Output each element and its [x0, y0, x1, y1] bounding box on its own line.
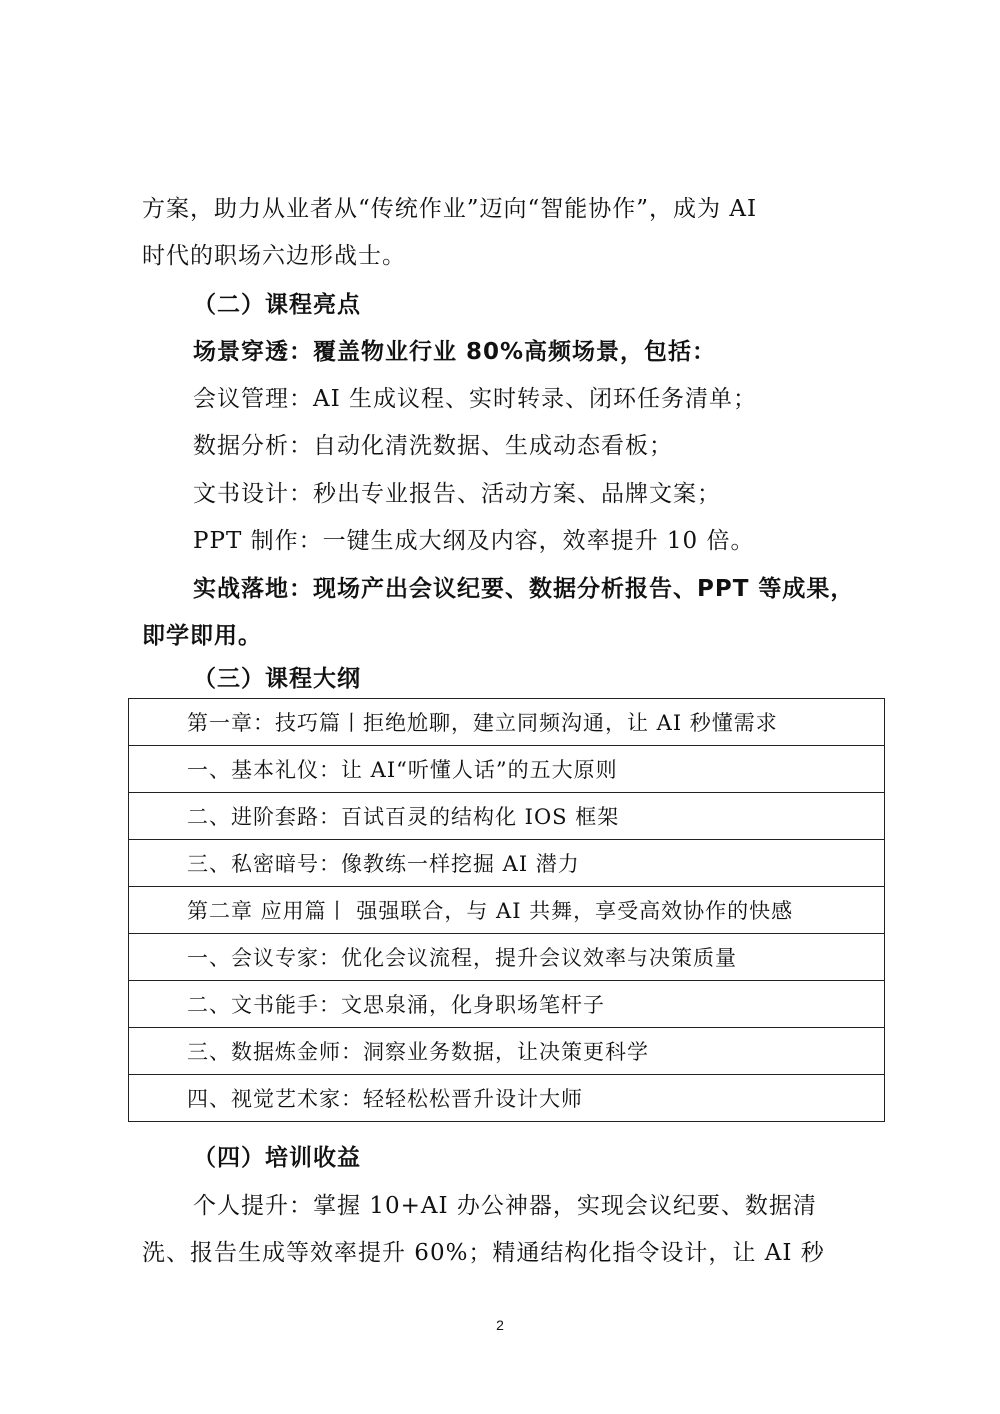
scene-paragraph: [193, 337, 883, 367]
page-number: 2: [496, 1317, 504, 1333]
section-heading: （三）课程大纲: [193, 666, 361, 692]
table-row: [129, 746, 885, 793]
table-cell: 二、文书能手：文思泉涌，化身职场笔杆子: [129, 981, 885, 1028]
table-row: [129, 793, 885, 840]
section-heading: （四）培训收益: [193, 1145, 361, 1171]
highlight-item: 数据分析：自动化清洗数据、生成动态看板；: [193, 433, 673, 459]
paragraph-line: 方案，助力从业者从“传统作业”迈向“智能协作”，成为 AI: [142, 196, 758, 222]
table-cell: 三、数据炼金师：洞察业务数据，让决策更科学: [129, 1028, 885, 1075]
table-cell: 一、基本礼仪：让 AI“听懂人话”的五大原则: [129, 746, 885, 793]
paragraph-line: 洗、报告生成等效率提升 60%；精通结构化指令设计，让 AI 秒: [142, 1240, 825, 1266]
table-row: [129, 887, 885, 934]
table-cell: 第一章：技巧篇丨拒绝尬聊，建立同频沟通，让 AI 秒懂需求: [129, 699, 885, 746]
table-row: [129, 699, 885, 746]
table-row: [129, 1028, 885, 1075]
table-row: [129, 1075, 885, 1122]
section-heading: （二）课程亮点: [193, 292, 361, 318]
scene-text: 覆盖物业行业 80%高频场景，包括：: [313, 339, 717, 365]
table-row: [129, 981, 885, 1028]
table-cell: 第二章 应用篇丨 强强联合，与 AI 共舞，享受高效协作的快感: [129, 887, 885, 934]
paragraph-line: 时代的职场六边形战士。: [142, 243, 406, 269]
practice-line: 实战落地：现场产出会议纪要、数据分析报告、PPT 等成果，: [193, 576, 855, 602]
scene-label: 场景穿透：: [193, 339, 313, 365]
highlight-item: PPT 制作：一键生成大纲及内容，效率提升 10 倍。: [193, 528, 755, 554]
course-outline-table: [128, 698, 885, 1122]
highlight-item: 会议管理：AI 生成议程、实时转录、闭环任务清单；: [193, 386, 758, 412]
table-cell: 四、视觉艺术家：轻轻松松晋升设计大师: [129, 1075, 885, 1122]
practice-line: 即学即用。: [142, 623, 262, 649]
table-cell: 二、进阶套路：百试百灵的结构化 IOS 框架: [129, 793, 885, 840]
table-row: [129, 934, 885, 981]
table-cell: 一、会议专家：优化会议流程，提升会议效率与决策质量: [129, 934, 885, 981]
table-cell: 三、私密暗号：像教练一样挖掘 AI 潜力: [129, 840, 885, 887]
highlight-item: 文书设计：秒出专业报告、活动方案、品牌文案；: [193, 481, 721, 507]
table-row: [129, 840, 885, 887]
paragraph-line: 个人提升：掌握 10+AI 办公神器，实现会议纪要、数据清: [193, 1193, 817, 1219]
